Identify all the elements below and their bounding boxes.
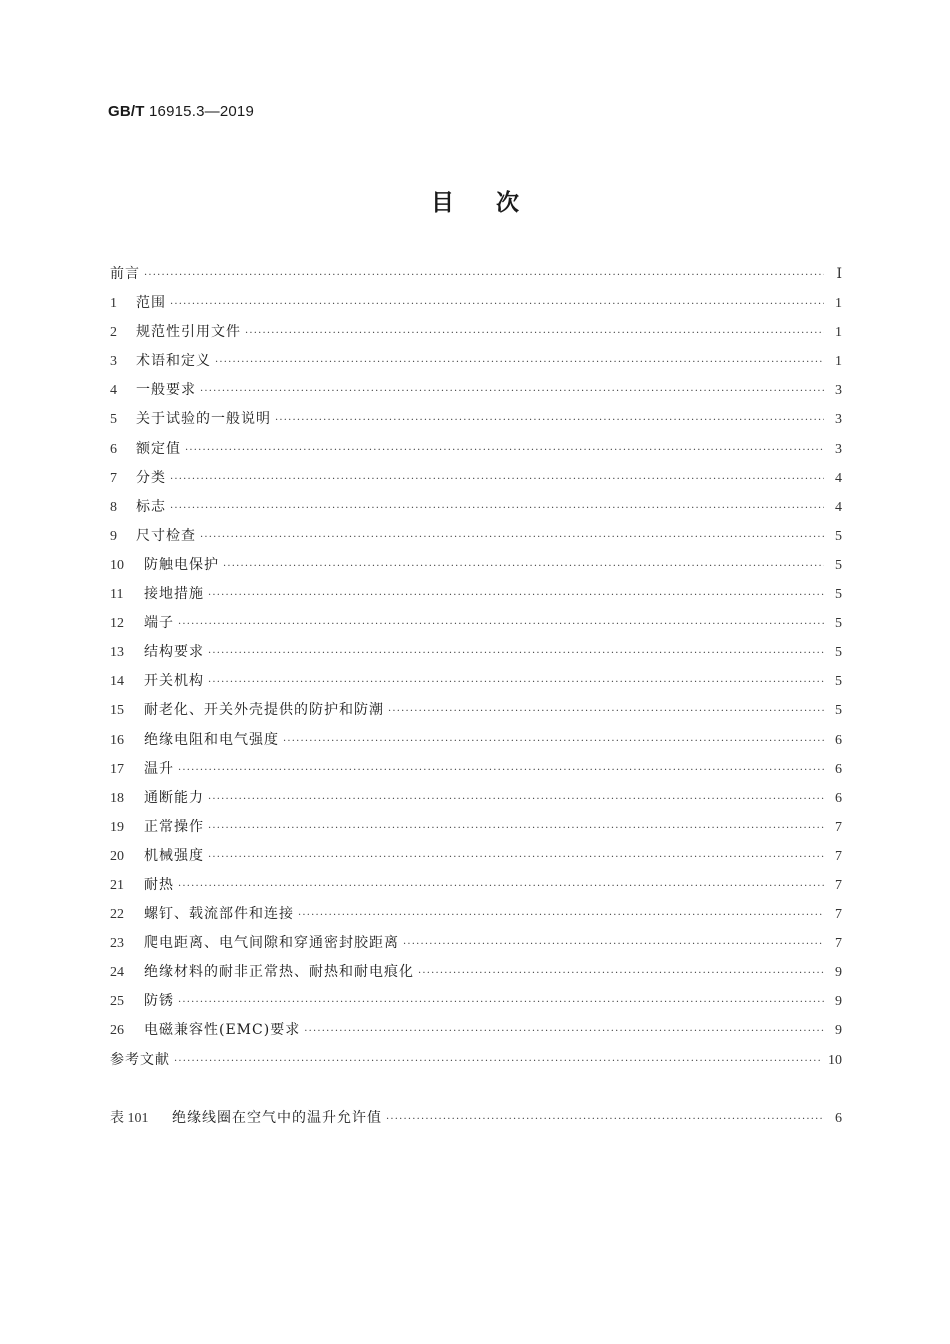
dot-leader bbox=[208, 814, 824, 843]
toc-entry-page: 9 bbox=[835, 994, 842, 1010]
toc-entry-number: 20 bbox=[110, 848, 124, 864]
toc-entry-label: 尺寸检查 bbox=[136, 527, 196, 544]
dot-leader bbox=[170, 465, 824, 494]
toc-entry-page: 5 bbox=[835, 703, 842, 719]
toc-entry-label: 温升 bbox=[144, 760, 174, 777]
toc-entry-number: 16 bbox=[110, 732, 124, 748]
dot-leader bbox=[208, 785, 824, 814]
dot-leader bbox=[200, 523, 824, 552]
toc-entry[interactable] bbox=[110, 813, 842, 842]
dot-leader bbox=[386, 1105, 824, 1134]
toc-entry-number: 18 bbox=[110, 790, 124, 806]
toc-entry[interactable] bbox=[110, 464, 842, 493]
dot-leader bbox=[283, 727, 824, 756]
dot-leader bbox=[418, 959, 824, 988]
dot-leader bbox=[200, 377, 824, 406]
toc-entry[interactable] bbox=[110, 1046, 842, 1075]
toc-entry-page: 6 bbox=[835, 1111, 842, 1126]
toc-entry-label: 绝缘材料的耐非正常热、耐热和耐电痕化 bbox=[144, 964, 414, 981]
toc-entry[interactable] bbox=[110, 696, 842, 725]
toc-entry-label: 绝缘电阻和电气强度 bbox=[144, 731, 279, 748]
table-of-contents bbox=[110, 260, 842, 1075]
toc-entry-number: 4 bbox=[110, 383, 117, 399]
toc-entry[interactable] bbox=[110, 784, 842, 813]
toc-entry-label: 前言 bbox=[110, 266, 140, 282]
toc-entry-number: 13 bbox=[110, 645, 124, 661]
toc-entry[interactable] bbox=[110, 289, 842, 318]
dot-leader bbox=[403, 930, 824, 959]
dot-leader bbox=[304, 1017, 824, 1046]
toc-entry-number: 24 bbox=[110, 965, 124, 981]
toc-entry[interactable] bbox=[110, 405, 842, 434]
toc-entry-page: 9 bbox=[835, 1023, 842, 1039]
toc-entry-page: 6 bbox=[835, 732, 842, 748]
toc-entry-label: 正常操作 bbox=[144, 818, 204, 835]
toc-entry[interactable] bbox=[110, 260, 842, 289]
toc-entry[interactable] bbox=[110, 435, 842, 464]
dot-leader bbox=[208, 843, 824, 872]
dot-leader bbox=[178, 988, 824, 1017]
toc-entry-label: 耐老化、开关外壳提供的防护和防潮 bbox=[144, 702, 384, 719]
toc-entry-page: 3 bbox=[835, 441, 842, 457]
toc-entry[interactable] bbox=[110, 376, 842, 405]
dot-leader bbox=[275, 406, 824, 435]
toc-entry-page: 5 bbox=[835, 645, 842, 661]
toc-entry-label: 分类 bbox=[136, 469, 166, 486]
toc-entry-number: 5 bbox=[110, 412, 117, 428]
toc-entry-number: 8 bbox=[110, 499, 117, 515]
toc-entry-label: 术语和定义 bbox=[136, 353, 211, 370]
toc-entry[interactable] bbox=[110, 638, 842, 667]
toc-entry-label: 螺钉、载流部件和连接 bbox=[144, 906, 294, 923]
dot-leader bbox=[178, 756, 824, 785]
dot-leader bbox=[208, 639, 824, 668]
toc-entry[interactable] bbox=[110, 609, 842, 638]
toc-entry-label: 标志 bbox=[136, 498, 166, 515]
dot-leader bbox=[144, 261, 824, 290]
toc-entry[interactable] bbox=[110, 1104, 842, 1133]
toc-entry[interactable] bbox=[110, 667, 842, 696]
toc-entry-label: 开关机构 bbox=[144, 673, 204, 690]
toc-entry-number: 3 bbox=[110, 354, 117, 370]
toc-entry-number: 15 bbox=[110, 703, 124, 719]
toc-entry[interactable] bbox=[110, 522, 842, 551]
toc-entry[interactable] bbox=[110, 726, 842, 755]
dot-leader bbox=[223, 552, 824, 581]
toc-entry-number: 25 bbox=[110, 994, 124, 1010]
toc-entry[interactable] bbox=[110, 900, 842, 929]
toc-entry-number: 21 bbox=[110, 877, 124, 893]
toc-entry-page: 10 bbox=[828, 1052, 842, 1068]
toc-entry-number: 14 bbox=[110, 674, 124, 690]
dot-leader bbox=[170, 290, 824, 319]
toc-entry-page: 7 bbox=[835, 877, 842, 893]
dot-leader bbox=[208, 668, 824, 697]
dot-leader bbox=[245, 319, 824, 348]
toc-entry-number: 2 bbox=[110, 325, 117, 341]
dot-leader bbox=[388, 697, 824, 726]
toc-entry-number: 19 bbox=[110, 819, 124, 835]
toc-entry-label: 机械强度 bbox=[144, 847, 204, 864]
toc-entry[interactable] bbox=[110, 929, 842, 958]
toc-entry[interactable] bbox=[110, 958, 842, 987]
toc-entry-page: 5 bbox=[835, 528, 842, 544]
toc-entry-number: 23 bbox=[110, 936, 124, 952]
toc-entry-page: 3 bbox=[835, 383, 842, 399]
toc-entry-number: 6 bbox=[110, 441, 117, 457]
toc-entry-label: 参考文献 bbox=[110, 1051, 170, 1068]
toc-entry-number: 26 bbox=[110, 1023, 124, 1039]
toc-entry-page: 7 bbox=[835, 907, 842, 923]
toc-entry-page: 1 bbox=[835, 296, 842, 312]
toc-entry-number: 7 bbox=[110, 470, 117, 486]
toc-entry[interactable] bbox=[110, 1016, 842, 1045]
toc-entry-label: 防触电保护 bbox=[144, 556, 219, 573]
toc-entry[interactable] bbox=[110, 318, 842, 347]
toc-entry-page: 4 bbox=[835, 499, 842, 515]
toc-entry-number: 12 bbox=[110, 616, 124, 632]
toc-entry[interactable] bbox=[110, 842, 842, 871]
toc-entry-label: 范围 bbox=[136, 295, 166, 312]
dot-leader bbox=[215, 348, 824, 377]
dot-leader bbox=[185, 436, 824, 465]
toc-entry[interactable] bbox=[110, 493, 842, 522]
toc-entry-number: 17 bbox=[110, 761, 124, 777]
toc-entry-number: 11 bbox=[110, 587, 124, 603]
toc-entry-label: 额定值 bbox=[136, 440, 181, 457]
toc-entry-label: 关于试验的一般说明 bbox=[136, 411, 271, 428]
toc-entry-page: 7 bbox=[835, 819, 842, 835]
toc-entry-label: 端子 bbox=[144, 615, 174, 632]
toc-entry-number: 9 bbox=[110, 528, 117, 544]
toc-entry-number: 1 bbox=[110, 296, 117, 312]
toc-entry-page: 9 bbox=[835, 965, 842, 981]
toc-entry-page: 7 bbox=[835, 848, 842, 864]
toc-entry-page: 1 bbox=[835, 354, 842, 370]
toc-entry-page: 6 bbox=[835, 790, 842, 806]
toc-entry-label: 耐热 bbox=[144, 876, 174, 893]
toc-entry-page: 5 bbox=[835, 616, 842, 632]
toc-entry-page: 3 bbox=[835, 412, 842, 428]
toc-entry-page: Ⅰ bbox=[836, 267, 842, 282]
toc-entry-label: 规范性引用文件 bbox=[136, 324, 241, 341]
toc-entry[interactable] bbox=[110, 347, 842, 376]
toc-entry-label: 防锈 bbox=[144, 993, 174, 1010]
dot-leader bbox=[178, 610, 824, 639]
standard-prefix: GB/T bbox=[108, 103, 145, 120]
toc-entry-label: 爬电距离、电气间隙和穿通密封胶距离 bbox=[144, 935, 399, 952]
page-title: 目次 bbox=[431, 190, 561, 216]
dot-leader bbox=[178, 872, 824, 901]
toc-entry-label: 结构要求 bbox=[144, 644, 204, 661]
toc-entry-page: 6 bbox=[835, 761, 842, 777]
toc-entry-number: 10 bbox=[110, 557, 124, 573]
toc-entry-label: 通断能力 bbox=[144, 789, 204, 806]
toc-entry-page: 5 bbox=[835, 674, 842, 690]
toc-entry-page: 7 bbox=[835, 936, 842, 952]
toc-entry-page: 4 bbox=[835, 470, 842, 486]
toc-entry-page: 5 bbox=[835, 587, 842, 603]
dot-leader bbox=[298, 901, 824, 930]
toc-entry-label: 电磁兼容性(EMC)要求 bbox=[144, 1022, 301, 1039]
toc-entry[interactable] bbox=[110, 871, 842, 900]
toc-entry[interactable] bbox=[110, 580, 842, 609]
toc-entry-page: 5 bbox=[835, 557, 842, 573]
toc-entry[interactable] bbox=[110, 755, 842, 784]
list-of-tables bbox=[110, 1104, 842, 1133]
dot-leader bbox=[170, 494, 824, 523]
toc-entry[interactable] bbox=[110, 551, 842, 580]
toc-entry-label: 接地措施 bbox=[144, 586, 204, 603]
dot-leader bbox=[174, 1047, 822, 1076]
standard-code bbox=[108, 103, 254, 120]
toc-entry-page: 1 bbox=[835, 325, 842, 341]
toc-entry-number: 表 101 bbox=[110, 1111, 149, 1126]
dot-leader bbox=[208, 581, 824, 610]
toc-entry-label: 绝缘线圈在空气中的温升允许值 bbox=[172, 1110, 382, 1126]
toc-entry-label: 一般要求 bbox=[136, 382, 196, 399]
standard-number: 16915.3—2019 bbox=[149, 103, 255, 120]
toc-entry-number: 22 bbox=[110, 907, 124, 923]
toc-entry[interactable] bbox=[110, 987, 842, 1016]
